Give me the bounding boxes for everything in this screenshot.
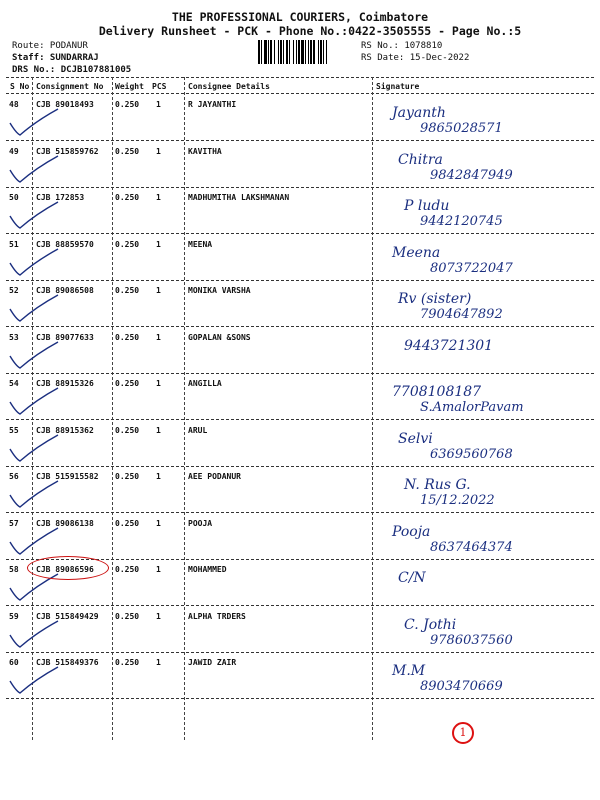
row-divider xyxy=(6,605,594,606)
row-weight: 0.250 xyxy=(115,193,140,202)
signature-phone: 7904647892 xyxy=(420,307,503,322)
row-sno: 49 xyxy=(9,146,19,156)
col-header-signature: Signature xyxy=(376,82,420,91)
row-pcs: 1 xyxy=(156,332,161,342)
row-weight: 0.250 xyxy=(115,286,140,295)
delivery-tick-mark xyxy=(6,107,66,139)
highlight-circle xyxy=(27,556,109,580)
row-weight: 0.250 xyxy=(115,658,140,667)
row-consignee: GOPALAN &SONS xyxy=(188,332,251,342)
row-divider xyxy=(6,419,594,420)
row-consignment-no: CJB 89077633 xyxy=(36,332,94,342)
row-sno: 50 xyxy=(9,193,19,202)
delivery-tick-mark xyxy=(6,526,66,558)
row-divider xyxy=(6,280,594,281)
route-label: Route: PODANUR xyxy=(12,41,88,51)
barcode-bar xyxy=(310,40,312,64)
row-divider xyxy=(6,187,594,188)
row-consignment-no: CJB 515849429 xyxy=(36,611,99,621)
row-sno: 60 xyxy=(9,658,19,667)
row-consignment-no: CJB 172853 xyxy=(36,193,85,202)
row-pcs: 1 xyxy=(156,193,161,202)
row-pcs: 1 xyxy=(156,425,161,435)
signature-phone: 9842847949 xyxy=(430,167,513,183)
row-consignee: POOJA xyxy=(188,518,213,528)
staff-label: Staff: SUNDARRAJ xyxy=(12,53,99,63)
row-divider xyxy=(6,512,594,513)
row-consignee: ALPHA TRDERS xyxy=(188,611,246,621)
row-divider xyxy=(6,326,594,327)
row-consignment-no: CJB 89086596 xyxy=(36,565,94,574)
signature-phone: S.AmalorPavam xyxy=(420,400,524,415)
signature-scrawl: P ludu xyxy=(404,198,450,214)
signature-phone: 9786037560 xyxy=(430,632,513,648)
delivery-tick-mark xyxy=(6,293,66,325)
row-weight: 0.250 xyxy=(115,425,140,435)
row-consignee: AEE PODANUR xyxy=(188,472,241,481)
col-header-consignment: Consignment No xyxy=(36,82,104,91)
row-weight: 0.250 xyxy=(115,518,140,528)
signature-phone: 9442120745 xyxy=(420,214,503,229)
delivery-tick-mark xyxy=(6,479,66,511)
signature-scrawl: Chitra xyxy=(398,151,443,168)
signature-scrawl: 9443721301 xyxy=(404,337,494,354)
signature-scrawl: Pooja xyxy=(392,523,431,540)
barcode-bar xyxy=(274,40,275,64)
row-consignment-no: CJB 89018493 xyxy=(36,100,94,109)
row-weight: 0.250 xyxy=(115,146,140,156)
row-consignee: ANGILLA xyxy=(188,379,222,388)
delivery-tick-mark xyxy=(6,247,66,279)
barcode-bar xyxy=(268,40,269,64)
barcode-bar xyxy=(280,40,282,64)
signature-scrawl: Selvi xyxy=(398,430,433,447)
row-weight: 0.250 xyxy=(115,100,140,109)
row-consignment-no: CJB 88915326 xyxy=(36,379,94,388)
row-weight: 0.250 xyxy=(115,332,140,342)
row-weight: 0.250 xyxy=(115,565,140,574)
row-pcs: 1 xyxy=(156,658,161,667)
row-consignee: ARUL xyxy=(188,425,208,435)
barcode-bar xyxy=(318,40,319,64)
barcode-bar xyxy=(293,40,294,64)
row-sno: 59 xyxy=(9,611,19,621)
barcode-bar xyxy=(286,40,288,64)
row-consignment-no: CJB 515859762 xyxy=(36,146,99,156)
row-divider xyxy=(6,652,594,653)
barcode-bar xyxy=(258,40,260,64)
row-pcs: 1 xyxy=(156,100,161,109)
signature-phone: 6369560768 xyxy=(430,446,513,462)
row-pcs: 1 xyxy=(156,472,161,481)
row-consignment-no: CJB 88859570 xyxy=(36,239,94,249)
signature-phone: 8073722047 xyxy=(430,260,513,276)
runsheet-title: Delivery Runsheet - PCK - Phone No.:0422-3505555 - Page No.:5 xyxy=(98,24,522,38)
row-pcs: 1 xyxy=(156,518,161,528)
header-top-rule xyxy=(6,77,594,78)
delivery-tick-mark xyxy=(6,154,66,186)
page-mark: 1 xyxy=(452,722,474,744)
barcode-bar xyxy=(298,40,300,64)
company-title: THE PROFESSIONAL COURIERS, Coimbatore xyxy=(171,10,429,24)
row-consignment-no: CJB 89086138 xyxy=(36,518,94,528)
row-pcs: 1 xyxy=(156,146,161,156)
row-consignee: MADHUMITHA LAKSHMANAN xyxy=(188,193,290,202)
barcode-bar xyxy=(264,40,267,64)
row-weight: 0.250 xyxy=(115,239,140,249)
signature-scrawl: M.M xyxy=(392,663,426,679)
barcode-bar xyxy=(308,40,309,64)
header-bottom-rule xyxy=(6,93,594,94)
row-consignee: MOHAMMED xyxy=(188,565,227,574)
signature-scrawl: Rv (sister) xyxy=(398,291,472,307)
col-divider xyxy=(184,77,185,740)
row-weight: 0.250 xyxy=(115,611,140,621)
signature-phone: 8903470669 xyxy=(420,679,503,694)
barcode-image xyxy=(258,40,353,64)
row-consignee: JAWID ZAIR xyxy=(188,658,237,667)
delivery-tick-mark xyxy=(6,619,66,651)
barcode-bar xyxy=(270,40,272,64)
row-consignee: MONIKA VARSHA xyxy=(188,286,251,295)
row-consignee: MEENA xyxy=(188,239,213,249)
row-consignment-no: CJB 89086508 xyxy=(36,286,94,295)
row-weight: 0.250 xyxy=(115,472,140,481)
row-sno: 52 xyxy=(9,286,19,295)
row-divider xyxy=(6,698,594,699)
delivery-tick-mark xyxy=(6,386,66,418)
delivery-tick-mark xyxy=(6,433,66,465)
row-sno: 48 xyxy=(9,100,19,109)
barcode-bar xyxy=(326,40,327,64)
row-divider xyxy=(6,466,594,467)
row-sno: 53 xyxy=(9,332,19,342)
col-divider xyxy=(372,77,373,740)
signature-phone: 15/12.2022 xyxy=(420,493,495,508)
barcode-bar xyxy=(313,40,315,64)
row-consignment-no: CJB 515915582 xyxy=(36,472,99,481)
barcode-bar xyxy=(320,40,322,64)
rs-number: RS No.: 1078810 xyxy=(361,41,443,51)
barcode-bar xyxy=(301,40,304,64)
barcode-bar xyxy=(261,40,262,64)
barcode-bar xyxy=(305,40,306,64)
row-weight: 0.250 xyxy=(115,379,140,388)
signature-phone: 8637464374 xyxy=(430,539,513,555)
row-pcs: 1 xyxy=(156,565,161,574)
signature-phone: 9865028571 xyxy=(420,121,503,136)
row-divider xyxy=(6,140,594,141)
row-consignment-no: CJB 515849376 xyxy=(36,658,99,667)
barcode-bar xyxy=(296,40,297,64)
row-sno: 58 xyxy=(9,565,19,574)
row-sno: 54 xyxy=(9,379,19,388)
row-divider xyxy=(6,373,594,374)
row-pcs: 1 xyxy=(156,611,161,621)
row-divider xyxy=(6,233,594,234)
row-sno: 57 xyxy=(9,518,19,528)
col-header-weight: Weight xyxy=(115,82,144,91)
col-header-pcs: PCS xyxy=(152,82,167,91)
col-divider xyxy=(112,77,113,740)
rs-date: RS Date: 15-Dec-2022 xyxy=(361,53,470,63)
col-header-consignee: Consignee Details xyxy=(188,82,270,91)
barcode-bar xyxy=(278,40,279,64)
barcode-bar xyxy=(283,40,284,64)
signature-scrawl: C. Jothi xyxy=(404,616,457,633)
row-consignment-no: CJB 88915362 xyxy=(36,425,94,435)
signature-scrawl: N. Rus G. xyxy=(404,477,471,493)
row-sno: 55 xyxy=(9,425,19,435)
row-consignee: KAVITHA xyxy=(188,146,222,156)
signature-scrawl: C/N xyxy=(398,570,426,586)
row-pcs: 1 xyxy=(156,286,161,295)
row-consignee: R JAYANTHI xyxy=(188,100,237,109)
delivery-tick-mark xyxy=(6,200,66,232)
signature-scrawl: Meena xyxy=(392,244,441,261)
row-pcs: 1 xyxy=(156,379,161,388)
barcode-bar xyxy=(289,40,290,64)
delivery-tick-mark xyxy=(6,340,66,372)
row-sno: 51 xyxy=(9,239,19,249)
col-header-sno: S No xyxy=(10,82,30,91)
row-sno: 56 xyxy=(9,472,19,481)
signature-scrawl: Jayanth xyxy=(392,105,446,121)
barcode-bar xyxy=(323,40,324,64)
signature-scrawl: 7708108187 xyxy=(392,384,482,400)
row-pcs: 1 xyxy=(156,239,161,249)
delivery-tick-mark xyxy=(6,665,66,697)
drs-number: DRS No.: DCJB107881005 xyxy=(12,65,132,75)
